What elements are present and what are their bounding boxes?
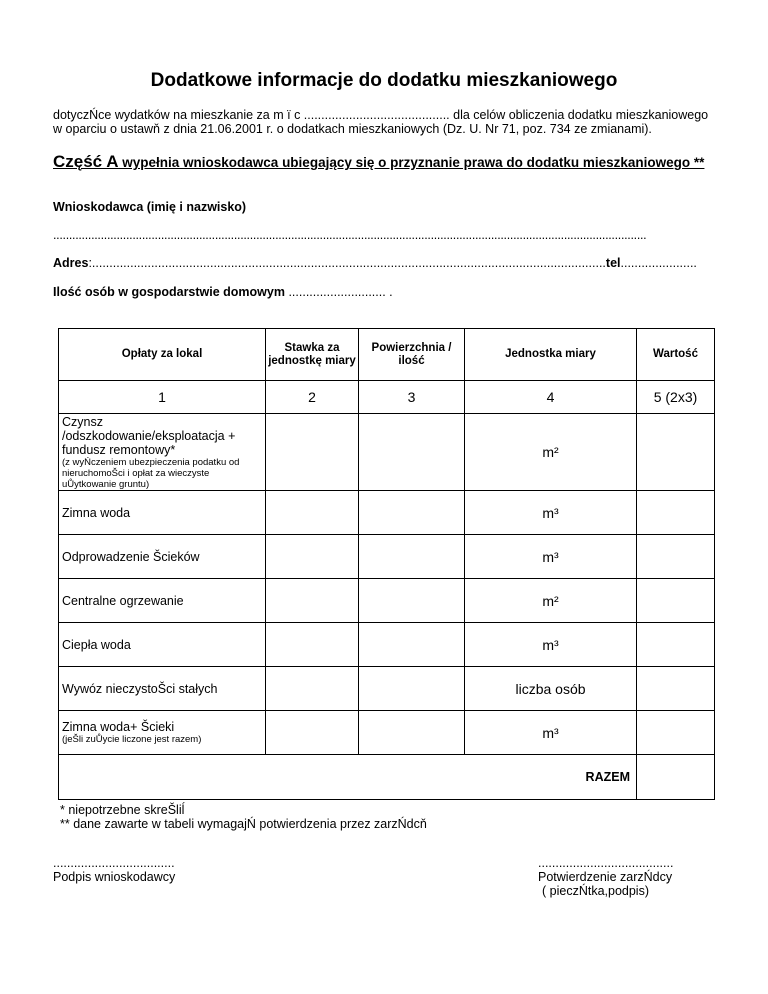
unit-cell: m³ [465,491,637,535]
tel-label: tel [605,256,621,270]
table-row [59,711,715,755]
footnote-1: * niepotrzebne skreŠliĺ [60,803,185,817]
header-area: Powierzchnia / ilość [359,329,465,381]
row-label-text: Zimna woda+ Šcieki [62,720,175,734]
table-row [59,579,715,623]
rate-cell[interactable] [266,579,359,623]
header-fees: Opłaty za lokal [59,329,266,381]
col-number-1: 1 [59,381,266,414]
applicant-signature-label: Podpis wnioskodawcy [53,870,176,884]
value-cell[interactable] [637,667,715,711]
footnote-2: ** dane zawarte w tabeli wymagajŃ potwierdzenia przez zarzŃdcň [60,817,427,831]
total-value-cell[interactable] [637,755,715,800]
area-cell[interactable] [359,491,465,535]
header-value: Wartość [637,329,715,381]
row-label-note: (z wyŃczeniem ubezpieczenia podatku od nieruchomoŠci i opłat za wieczyste uŮytkowanie gruntu) [62,456,240,490]
row-label: Zimna woda [59,491,266,535]
total-row [59,755,715,800]
address-row [53,256,697,270]
col-number-2: 2 [266,381,359,414]
value-cell[interactable] [637,711,715,755]
area-cell[interactable] [359,711,465,755]
manager-signature-label: Potwierdzenie zarzŃdcy [538,870,673,884]
row-label: Ciepła woda [59,623,266,667]
part-a-text: wypełnia wnioskodawca ubiegający się o przyznanie prawa do dodatku mieszkaniowego ** [118,155,705,170]
area-cell[interactable] [359,623,465,667]
unit-cell: m² [465,579,637,623]
row-label [59,414,266,491]
unit-cell: m³ [465,535,637,579]
unit-cell: liczba osób [465,667,637,711]
address-field[interactable]: :.................................................................................................................................................... [88,256,606,270]
header-rate: Stawka za jednostkę miary [266,329,359,381]
tel-field[interactable]: ...................... [620,256,697,270]
row-label-note: (jeŠli zuŮycie liczone jest razem) [62,734,202,745]
address-label: Adres [53,256,89,270]
col-number-5: 5 (2x3) [637,381,715,414]
applicant-label: Wnioskodawca (imię i nazwisko) [53,200,247,214]
manager-stamp-label: ( pieczŃtka,podpis) [542,884,649,898]
table-row [59,414,715,491]
rate-cell[interactable] [266,414,359,491]
document-title: Dodatkowe informacje do dodatku mieszkaniowego [150,70,618,91]
table-header-row [59,329,715,381]
rate-cell[interactable] [266,535,359,579]
rate-cell[interactable] [266,623,359,667]
value-cell[interactable] [637,491,715,535]
area-cell[interactable] [359,667,465,711]
row-label: Odprowadzenie Šcieków [59,535,266,579]
intro-line-2: w oparciu o ustawň z dnia 21.06.2001 r. o dodatkach mieszkaniowych (Dz. U. Nr 71, poz. 734 ze zmianami). [53,122,652,136]
applicant-signature-line[interactable]: ................................... [53,856,175,870]
header-unit: Jednostka miary [465,329,637,381]
household-label: Ilość osób w gospodarstwie domowym [53,285,285,299]
table-row [59,623,715,667]
table-row [59,535,715,579]
area-cell[interactable] [359,579,465,623]
part-a-heading [53,152,704,172]
intro-line-1: dotyczŃce wydatków na mieszkanie za m ï c .......................................... dla celów obliczenia dodatku mieszkaniowego [53,108,709,122]
unit-cell: m² [465,414,637,491]
part-a-label: Część A [53,152,119,171]
col-number-3: 3 [359,381,465,414]
household-row [53,285,393,299]
household-field[interactable]: ............................ . [284,285,393,299]
value-cell[interactable] [637,579,715,623]
unit-cell: m³ [465,711,637,755]
table-row [59,667,715,711]
col-number-4: 4 [465,381,637,414]
table-number-row [59,381,715,414]
row-label-text: Czynsz /odszkodowanie/eksploatacja + fundusz remontowy* [62,414,236,457]
table-row [59,491,715,535]
value-cell[interactable] [637,623,715,667]
area-cell[interactable] [359,535,465,579]
value-cell[interactable] [637,535,715,579]
intro-text [53,108,708,136]
applicant-field[interactable]: ........................................................................................................................................................................................... [53,228,647,242]
manager-signature-line[interactable]: ....................................... [538,856,674,870]
area-cell[interactable] [359,414,465,491]
rate-cell[interactable] [266,491,359,535]
row-label: Centralne ogrzewanie [59,579,266,623]
manager-confirmation [538,856,673,898]
total-label: RAZEM [59,755,637,800]
unit-cell: m³ [465,623,637,667]
value-cell[interactable] [637,414,715,491]
rate-cell[interactable] [266,667,359,711]
fees-table [58,328,715,800]
applicant-signature [53,856,175,884]
rate-cell[interactable] [266,711,359,755]
row-label [59,711,266,755]
row-label: Wywóz nieczystoŠci stałych [59,667,266,711]
footnotes [60,803,427,831]
